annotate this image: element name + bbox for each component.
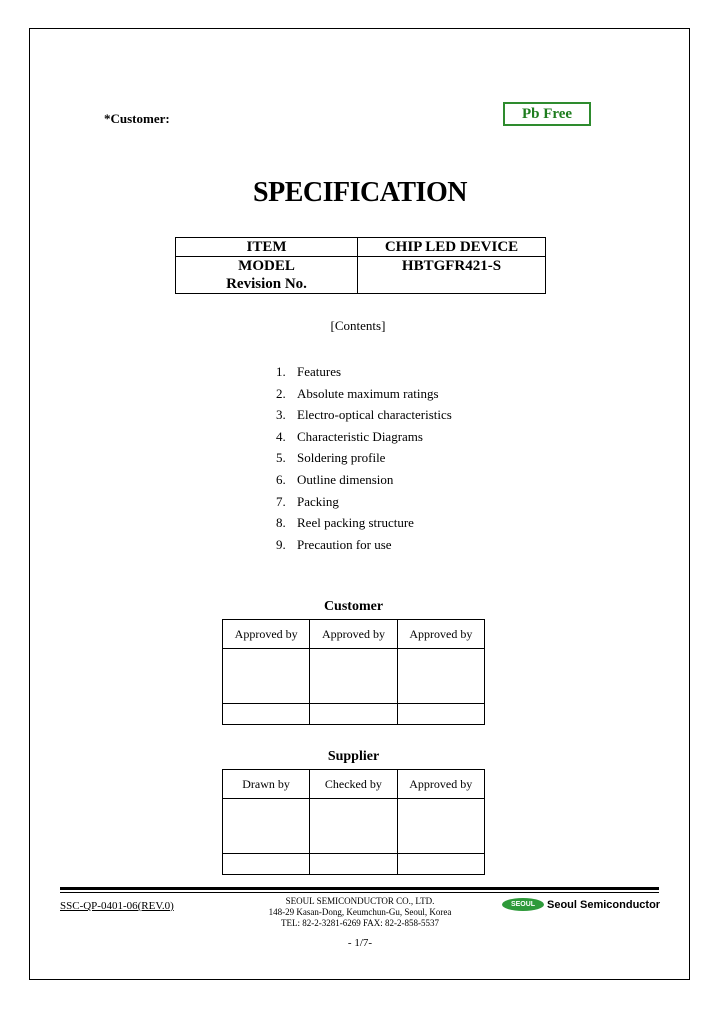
item-value: CHIP LED DEVICE	[358, 238, 546, 257]
column-header: Approved by	[310, 620, 397, 649]
pb-free-badge: Pb Free	[503, 102, 591, 126]
contents-item-number: 8.	[276, 515, 286, 531]
contents-item-number: 3.	[276, 407, 286, 423]
logo-text: Seoul Semiconductor	[547, 898, 661, 911]
supplier-approval-table	[222, 769, 485, 875]
footer-rule-thick	[60, 887, 659, 890]
contents-item-number: 5.	[276, 450, 286, 466]
contents-item-label: Characteristic Diagrams	[297, 428, 423, 444]
contents-item-number: 9.	[276, 536, 286, 552]
customer-section-title: Customer	[323, 599, 384, 614]
signature-cell	[223, 649, 310, 704]
contents-item-label: Outline dimension	[297, 471, 394, 487]
signature-cell	[397, 799, 484, 854]
column-header: Approved by	[397, 770, 484, 799]
document-title: SPECIFICATION	[253, 177, 467, 208]
signature-cell	[310, 649, 397, 704]
contents-item-number: 7.	[276, 493, 286, 509]
column-header: Drawn by	[223, 770, 310, 799]
date-cell	[397, 854, 484, 875]
date-cell	[310, 704, 397, 725]
contents-item-label: Reel packing structure	[297, 515, 414, 531]
contents-item-label: Packing	[297, 493, 339, 509]
contents-item	[276, 491, 452, 513]
contents-item-label: Soldering profile	[297, 450, 386, 466]
company-logo	[502, 898, 660, 911]
contents-item-label: Features	[297, 364, 342, 379]
column-header: Checked by	[310, 770, 397, 799]
contents-item	[276, 512, 452, 534]
contents-item-number: 4.	[276, 428, 286, 444]
model-revision-values	[358, 257, 546, 294]
date-cell	[223, 704, 310, 725]
company-contact: TEL: 82-2-3281-6269 FAX: 82-2-858-5537	[280, 918, 440, 928]
customer-approval-table	[222, 619, 485, 725]
contents-item-label: Electro-optical characteristics	[297, 407, 452, 423]
signature-cell	[397, 649, 484, 704]
document-number: SSC-QP-0401-06(REV.0)	[60, 900, 174, 912]
contents-item-number: 1.	[276, 364, 286, 379]
model-revision-labels	[176, 257, 358, 294]
contents-list	[276, 361, 452, 555]
model-value: HBTGFR421-S	[401, 258, 502, 274]
date-cell	[223, 854, 310, 875]
footer-rule-thin	[60, 892, 659, 893]
spec-info-table	[175, 237, 546, 294]
page-number: - 1/7-	[347, 937, 373, 949]
contents-item	[276, 447, 452, 469]
contents-item-number: 6.	[276, 471, 286, 487]
contents-item-label: Absolute maximum ratings	[297, 385, 439, 401]
contents-item-label: Precaution for use	[297, 536, 392, 552]
supplier-section-title: Supplier	[327, 749, 380, 764]
model-label: MODEL	[238, 258, 295, 274]
contents-heading: [Contents]	[330, 318, 386, 333]
contents-item	[276, 404, 452, 426]
customer-label: *Customer:	[104, 111, 170, 126]
revision-label: Revision No.	[226, 276, 307, 292]
item-label: ITEM	[176, 238, 358, 257]
column-header: Approved by	[397, 620, 484, 649]
contents-item	[276, 469, 452, 491]
company-name: SEOUL SEMICONDUCTOR CO., LTD.	[285, 896, 435, 906]
contents-item	[276, 361, 452, 383]
contents-item	[276, 426, 452, 448]
signature-cell	[310, 799, 397, 854]
date-cell	[310, 854, 397, 875]
signature-cell	[223, 799, 310, 854]
contents-item-number: 2.	[276, 385, 286, 401]
logo-badge-icon: SEOUL	[502, 898, 544, 911]
contents-item	[276, 534, 452, 556]
contents-item	[276, 383, 452, 405]
column-header: Approved by	[223, 620, 310, 649]
date-cell	[397, 704, 484, 725]
company-address: 148-29 Kasan-Dong, Keumchun-Gu, Seoul, Korea	[268, 907, 452, 917]
